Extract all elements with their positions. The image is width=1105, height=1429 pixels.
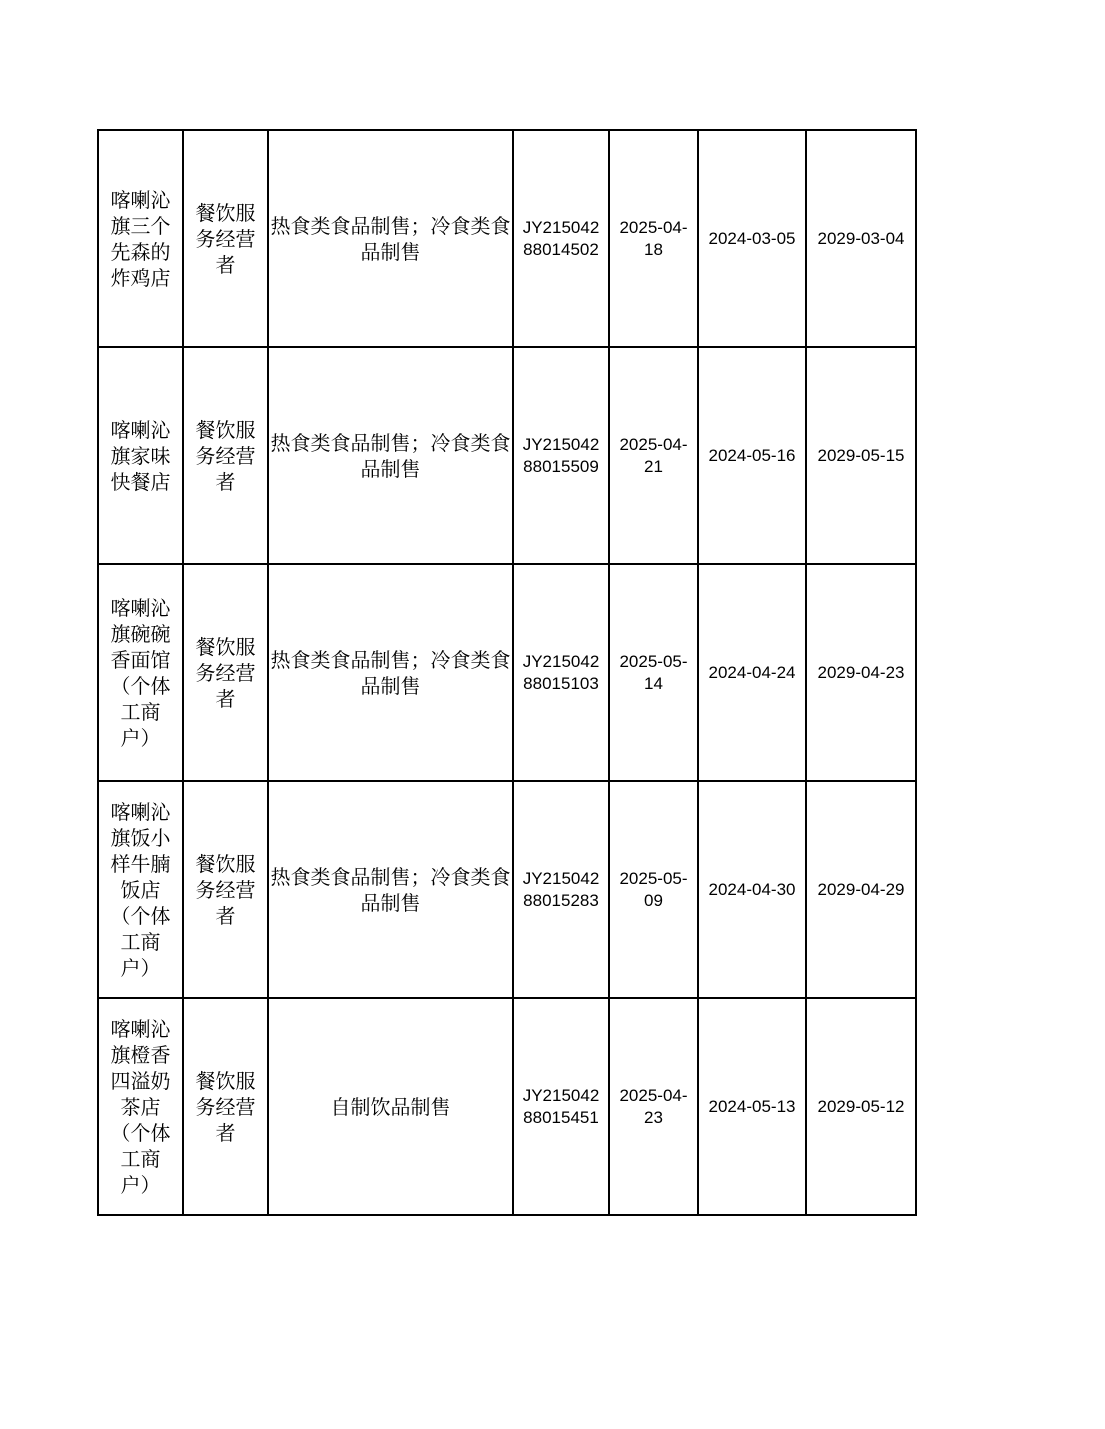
- business-type: 餐饮服务经营者: [195, 417, 256, 494]
- valid-to-cell: [806, 130, 916, 347]
- business-name-cell: [98, 130, 183, 347]
- business-name-cell: [98, 781, 183, 998]
- business-type-cell: [183, 347, 268, 564]
- permit-number-cell: [513, 347, 609, 564]
- business-type: 餐饮服务经营者: [195, 200, 256, 277]
- valid-to-cell: [806, 564, 916, 781]
- permit-number: JY21504288014502: [522, 217, 600, 259]
- issue-date: 2025-04-18: [619, 217, 688, 259]
- valid-from: 2024-04-24: [708, 662, 796, 682]
- valid-to-cell: [806, 998, 916, 1215]
- valid-to: 2029-03-04: [817, 228, 905, 248]
- issue-date: 2025-05-14: [619, 651, 688, 693]
- issue-date: 2025-05-09: [619, 868, 688, 910]
- valid-to: 2029-05-15: [817, 445, 905, 465]
- issue-date: 2025-04-21: [619, 434, 688, 476]
- business-scope: 自制饮品制售: [330, 1094, 451, 1119]
- business-type-cell: [183, 130, 268, 347]
- business-name: 喀喇沁旗三个先森的炸鸡店: [110, 187, 171, 290]
- business-type: 餐饮服务经营者: [195, 1068, 256, 1145]
- business-type: 餐饮服务经营者: [195, 634, 256, 711]
- issue-date-cell: [609, 130, 698, 347]
- valid-to: 2029-04-23: [817, 662, 905, 682]
- permit-number-cell: [513, 130, 609, 347]
- permit-number: JY21504288015451: [522, 1085, 600, 1127]
- table-body: [98, 130, 916, 1215]
- valid-from-cell: [698, 564, 806, 781]
- business-name: 喀喇沁旗家味快餐店: [110, 417, 171, 494]
- business-type-cell: [183, 781, 268, 998]
- business-name-cell: [98, 564, 183, 781]
- table-row: [98, 998, 916, 1215]
- valid-to: 2029-05-12: [817, 1096, 905, 1116]
- license-records-table: [97, 129, 917, 1216]
- business-name: 喀喇沁旗饭小样牛腩饭店（个体工商户）: [110, 799, 171, 980]
- business-name: 喀喇沁旗橙香四溢奶茶店（个体工商户）: [110, 1016, 171, 1197]
- issue-date-cell: [609, 998, 698, 1215]
- issue-date-cell: [609, 781, 698, 998]
- valid-from-cell: [698, 130, 806, 347]
- issue-date: 2025-04-23: [619, 1085, 688, 1127]
- permit-number-cell: [513, 998, 609, 1215]
- business-scope-cell: [268, 998, 513, 1215]
- valid-from-cell: [698, 998, 806, 1215]
- permit-number-cell: [513, 564, 609, 781]
- business-scope: 热食类食品制售；冷食类食品制售: [270, 647, 511, 698]
- business-scope-cell: [268, 347, 513, 564]
- valid-from-cell: [698, 781, 806, 998]
- business-scope-cell: [268, 564, 513, 781]
- valid-from: 2024-03-05: [708, 228, 796, 248]
- valid-from-cell: [698, 347, 806, 564]
- business-scope-cell: [268, 130, 513, 347]
- valid-from: 2024-05-13: [708, 1096, 796, 1116]
- permit-number: JY21504288015103: [522, 651, 600, 693]
- table-row: [98, 347, 916, 564]
- business-name-cell: [98, 998, 183, 1215]
- business-scope: 热食类食品制售；冷食类食品制售: [270, 213, 511, 264]
- valid-from: 2024-05-16: [708, 445, 796, 465]
- valid-from: 2024-04-30: [708, 879, 796, 899]
- valid-to: 2029-04-29: [817, 879, 905, 899]
- issue-date-cell: [609, 564, 698, 781]
- valid-to-cell: [806, 781, 916, 998]
- valid-to-cell: [806, 347, 916, 564]
- business-name: 喀喇沁旗碗碗香面馆（个体工商户）: [110, 595, 171, 750]
- table-row: [98, 130, 916, 347]
- business-scope: 热食类食品制售；冷食类食品制售: [270, 430, 511, 481]
- business-scope-cell: [268, 781, 513, 998]
- issue-date-cell: [609, 347, 698, 564]
- permit-number: JY21504288015509: [522, 434, 600, 476]
- table-row: [98, 564, 916, 781]
- business-type-cell: [183, 998, 268, 1215]
- permit-number: JY21504288015283: [522, 868, 600, 910]
- business-type: 餐饮服务经营者: [195, 851, 256, 928]
- business-scope: 热食类食品制售；冷食类食品制售: [270, 864, 511, 915]
- table-row: [98, 781, 916, 998]
- business-name-cell: [98, 347, 183, 564]
- business-type-cell: [183, 564, 268, 781]
- permit-number-cell: [513, 781, 609, 998]
